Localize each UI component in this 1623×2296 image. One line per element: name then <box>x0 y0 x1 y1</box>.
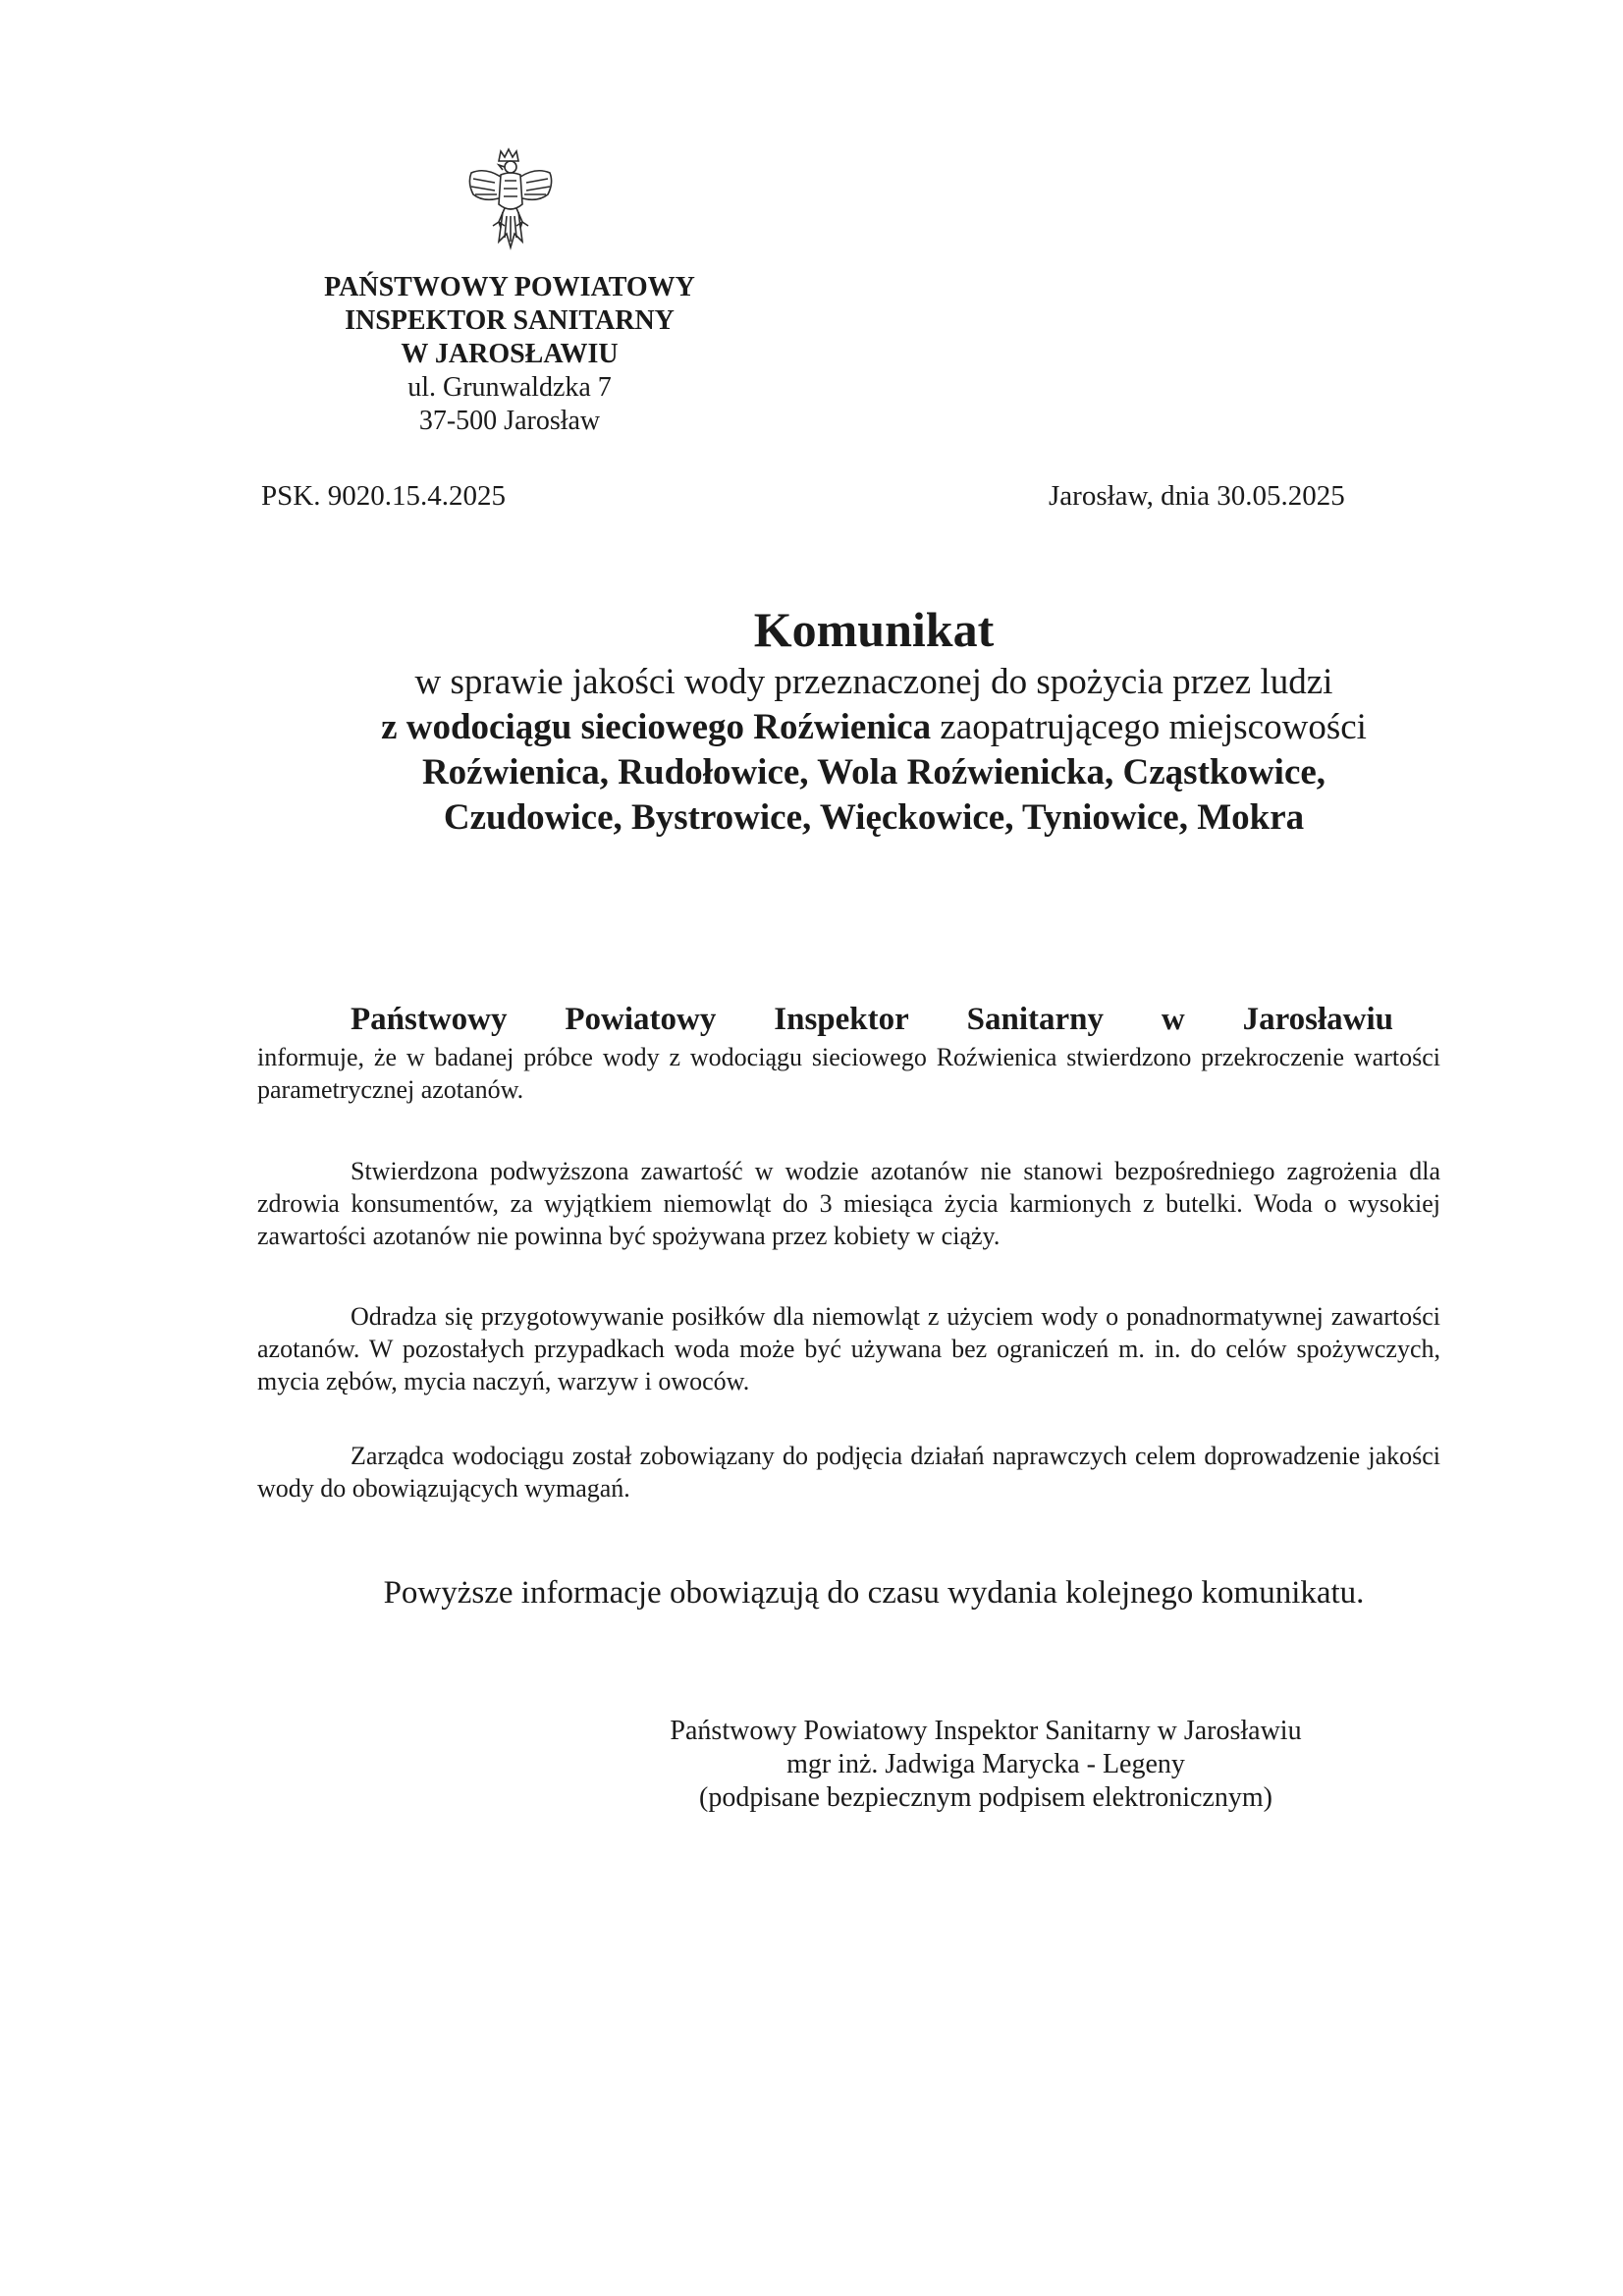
validity-notice: Powyższe informacje obowiązują do czasu wydania kolejnego komunikatu. <box>383 1575 1365 1611</box>
subtitle-line3 <box>177 750 1571 795</box>
document-date: Jarosław, dnia 30.05.2025 <box>1049 480 1345 512</box>
paragraph-informs: informuje, że w badanej próbce wody z wodociągu sieciowego Roźwienica stwierdzono przekroczenie wartości parametrycznej azotanów. <box>257 1043 1440 1104</box>
subtitle-line2-bold: z wodociągu sieciowego Roźwienica <box>381 707 932 747</box>
lead-word: Sanitarny <box>966 1002 1105 1037</box>
signature-title: Państwowy Powiatowy Inspektor Sanitarny w Jarosławiu <box>670 1716 1302 1746</box>
issuer-address-city: 37-500 Jarosław <box>418 406 601 436</box>
lead-authority-line <box>351 1000 1393 1039</box>
issuer-name-line3: W JAROSŁAWIU <box>401 339 619 369</box>
issuer-block <box>291 271 729 438</box>
paragraph-health-risk: Stwierdzona podwyższona zawartość w wodzie azotanów nie stanowi bezpośredniego zagrożenia dla zdrowia konsumentów, za wyjątkiem niemowląt do 3 miesiąca życia karmionych z butelki. Woda o wysokiej zawartości azotanów nie powinna być spożywana przez kobiety w ciąży. <box>257 1157 1440 1250</box>
lead-word: w <box>1161 1002 1185 1037</box>
signature-name: mgr inż. Jadwiga Marycka - Legeny <box>786 1749 1185 1779</box>
lead-word: Powiatowy <box>565 1002 717 1037</box>
reference-number: PSK. 9020.15.4.2025 <box>261 480 506 512</box>
subtitle-line2-rest: zaopatrującego miejscowości <box>931 707 1367 747</box>
subtitle-line2 <box>177 705 1571 750</box>
lead-word: Inspektor <box>774 1002 909 1037</box>
title-block <box>177 599 1571 841</box>
document-title: Komunikat <box>753 602 995 657</box>
subtitle-line4 <box>177 795 1571 841</box>
subtitle-line3-localities: Roźwienica, Rudołowice, Wola Roźwienicka, Cząstkowice, <box>421 752 1326 793</box>
issuer-address-street: ul. Grunwaldzka 7 <box>407 372 612 403</box>
issuer-name-line1: PAŃSTWOWY POWIATOWY <box>324 272 695 302</box>
subtitle-line4-localities: Czudowice, Bystrowice, Więckowice, Tyniowice, Mokra <box>443 797 1305 838</box>
signature-block <box>609 1715 1363 1815</box>
paragraph-corrective-action: Zarządca wodociągu został zobowiązany do podjęcia działań naprawczych celem doprowadzenie jakości wody do obowiązujących wymagań. <box>257 1442 1440 1503</box>
polish-eagle-emblem-icon <box>460 143 562 253</box>
subtitle-line1: w sprawie jakości wody przeznaczonej do spożycia przez ludzi <box>414 662 1333 702</box>
paragraph-recommendation: Odradza się przygotowywanie posiłków dla niemowląt z użyciem wody o ponadnormatywnej zawartości azotanów. W pozostałych przypadkach woda może być używana bez ograniczeń m. in. do celów spożywczych, mycia zębów, mycia naczyń, warzyw i owoców. <box>257 1302 1440 1395</box>
issuer-name-line2: INSPEKTOR SANITARNY <box>345 305 675 336</box>
lead-word: Jarosławiu <box>1242 1002 1394 1037</box>
lead-word: Państwowy <box>351 1002 508 1037</box>
signature-note: (podpisane bezpiecznym podpisem elektronicznym) <box>699 1782 1272 1813</box>
